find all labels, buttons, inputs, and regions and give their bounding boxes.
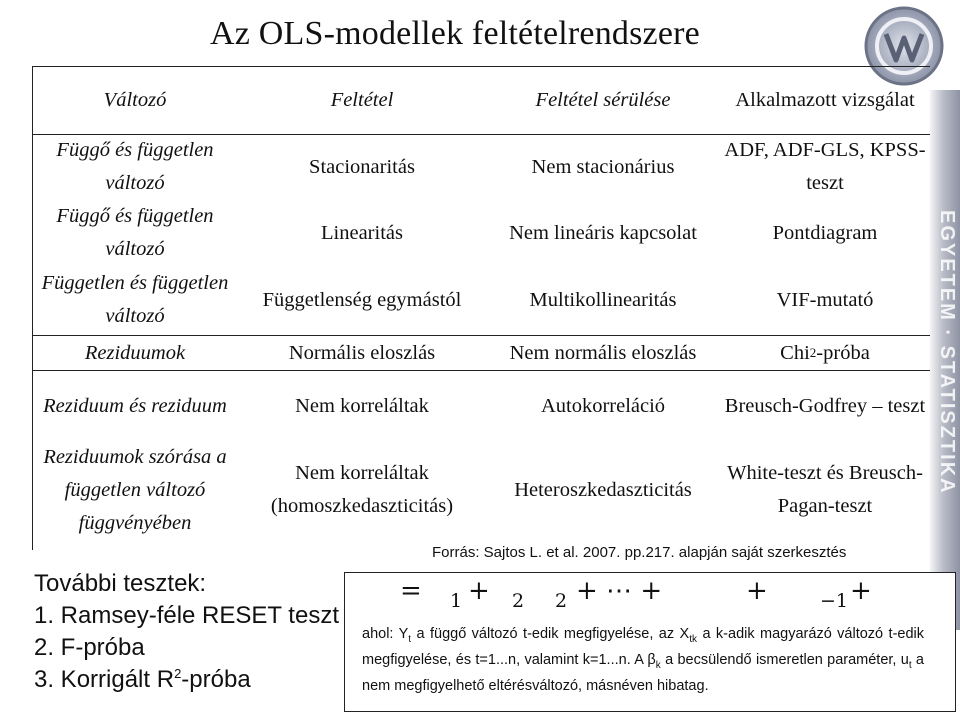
table-cell-serules: Nem normális eloszlás — [509, 341, 697, 364]
source-note: Forrás: Sajtos L. et al. 2007. pp.217. alapján saját szerkesztés — [432, 544, 847, 561]
further-tests-list — [34, 568, 339, 696]
chi-suffix: -próba — [816, 341, 870, 364]
table-divider — [32, 370, 930, 371]
note-subscript: k — [655, 659, 661, 671]
table-cell-vizsgalat: VIF-mutató — [776, 288, 874, 311]
table-cell-feltetel: Stacionaritás — [309, 155, 415, 178]
equation-subscript: 2 — [555, 590, 568, 612]
table-cell-valtozo: Reziduumok szórása a független változó függvényében — [43, 445, 227, 534]
header-feltetel: Feltétel — [330, 88, 394, 111]
header-serules: Feltétel sérülése — [535, 88, 671, 111]
page-title: Az OLS-modellek feltételrendszere — [210, 15, 700, 52]
table-cell-valtozo: Függő és független változó — [56, 205, 214, 260]
note-text: a nem megfigyelhető eltérésváltozó, másnéven hibatag. — [362, 651, 924, 694]
table-cell-feltetel: Függetlenség egymástól — [262, 288, 462, 311]
equals-sign: = — [400, 576, 422, 606]
plus-sign: + — [746, 576, 768, 606]
plus-sign: + — [850, 576, 872, 606]
further-test-item — [34, 664, 339, 696]
table-cell-serules: Multikollinearitás — [529, 288, 677, 311]
r-squared-superscript: 2 — [174, 666, 182, 681]
further-test-item-text: 3. Korrigált R — [34, 666, 175, 693]
table-cell-feltetel: Nem korreláltak — [295, 394, 429, 417]
note-text: a becsülendő ismeretlen paraméter, u — [660, 651, 909, 668]
table-cell-serules: Heteroszkedaszticitás — [514, 478, 692, 501]
table-cell-serules: Nem stacionárius — [531, 155, 675, 178]
table-cell-vizsgalat: ADF, ADF-GLS, KPSS-teszt — [724, 139, 926, 194]
table-cell-vizsgalat: Pontdiagram — [772, 221, 878, 244]
further-test-item-suffix: -próba — [181, 666, 251, 693]
note-text: a függő változó t-edik megfigyelése, az X — [411, 626, 690, 642]
side-band-text: EGYETEM · STATISZTIKA — [936, 210, 958, 495]
table-cell-valtozo: Független és független változó — [41, 272, 229, 327]
further-test-item: 2. F-próba — [34, 634, 145, 661]
note-text: ahol: Y — [362, 626, 409, 642]
formula-explanation — [362, 624, 924, 697]
table-cell-vizsgalat: Chi 2 -próba — [720, 336, 930, 370]
table-cell-vizsgalat: White-teszt és Breusch-Pagan-teszt — [727, 462, 923, 517]
table-cell-valtozo: Reziduumok — [84, 341, 186, 364]
regression-equation — [400, 576, 880, 622]
plus-sign: + — [468, 576, 490, 606]
note-subscript: t — [908, 659, 912, 671]
table-cell-feltetel: Normális eloszlás — [288, 341, 436, 364]
equation-subscript: 2 — [512, 590, 525, 612]
table-cell-feltetel: Nem korreláltak (homoszkedaszticitás) — [270, 462, 454, 517]
table-cell-serules: Autokorreláció — [540, 394, 666, 417]
table-cell-feltetel: Linearitás — [321, 221, 403, 244]
header-vizsgalat: Alkalmazott vizsgálat — [735, 88, 915, 111]
note-text: a k-adik magyarázó változó t-edik megfigyelése, és t=1...n, valamint k=1...n. A β — [362, 626, 925, 668]
table-cell-valtozo: Függő és független változó — [56, 139, 214, 194]
table-cell-vizsgalat: Breusch-Godfrey – teszt — [724, 394, 926, 417]
header-valtozo: Változó — [103, 88, 167, 111]
further-tests-heading: További tesztek: — [34, 570, 207, 597]
note-subscript: tk — [689, 633, 698, 645]
decorative-side-band — [930, 90, 960, 630]
chi-label: Chi — [780, 341, 810, 364]
note-subscript: t — [408, 633, 412, 645]
further-test-item: 1. Ramsey-féle RESET teszt — [34, 602, 339, 629]
table-cell-serules: Nem lineáris kapcsolat — [509, 221, 697, 244]
equation-subscript: −1 — [820, 590, 849, 612]
equation-subscript: 1 — [450, 590, 463, 612]
table-cell-valtozo: Reziduum és reziduum — [43, 394, 227, 417]
ellipsis-term: + ⋯ + — [576, 576, 663, 606]
